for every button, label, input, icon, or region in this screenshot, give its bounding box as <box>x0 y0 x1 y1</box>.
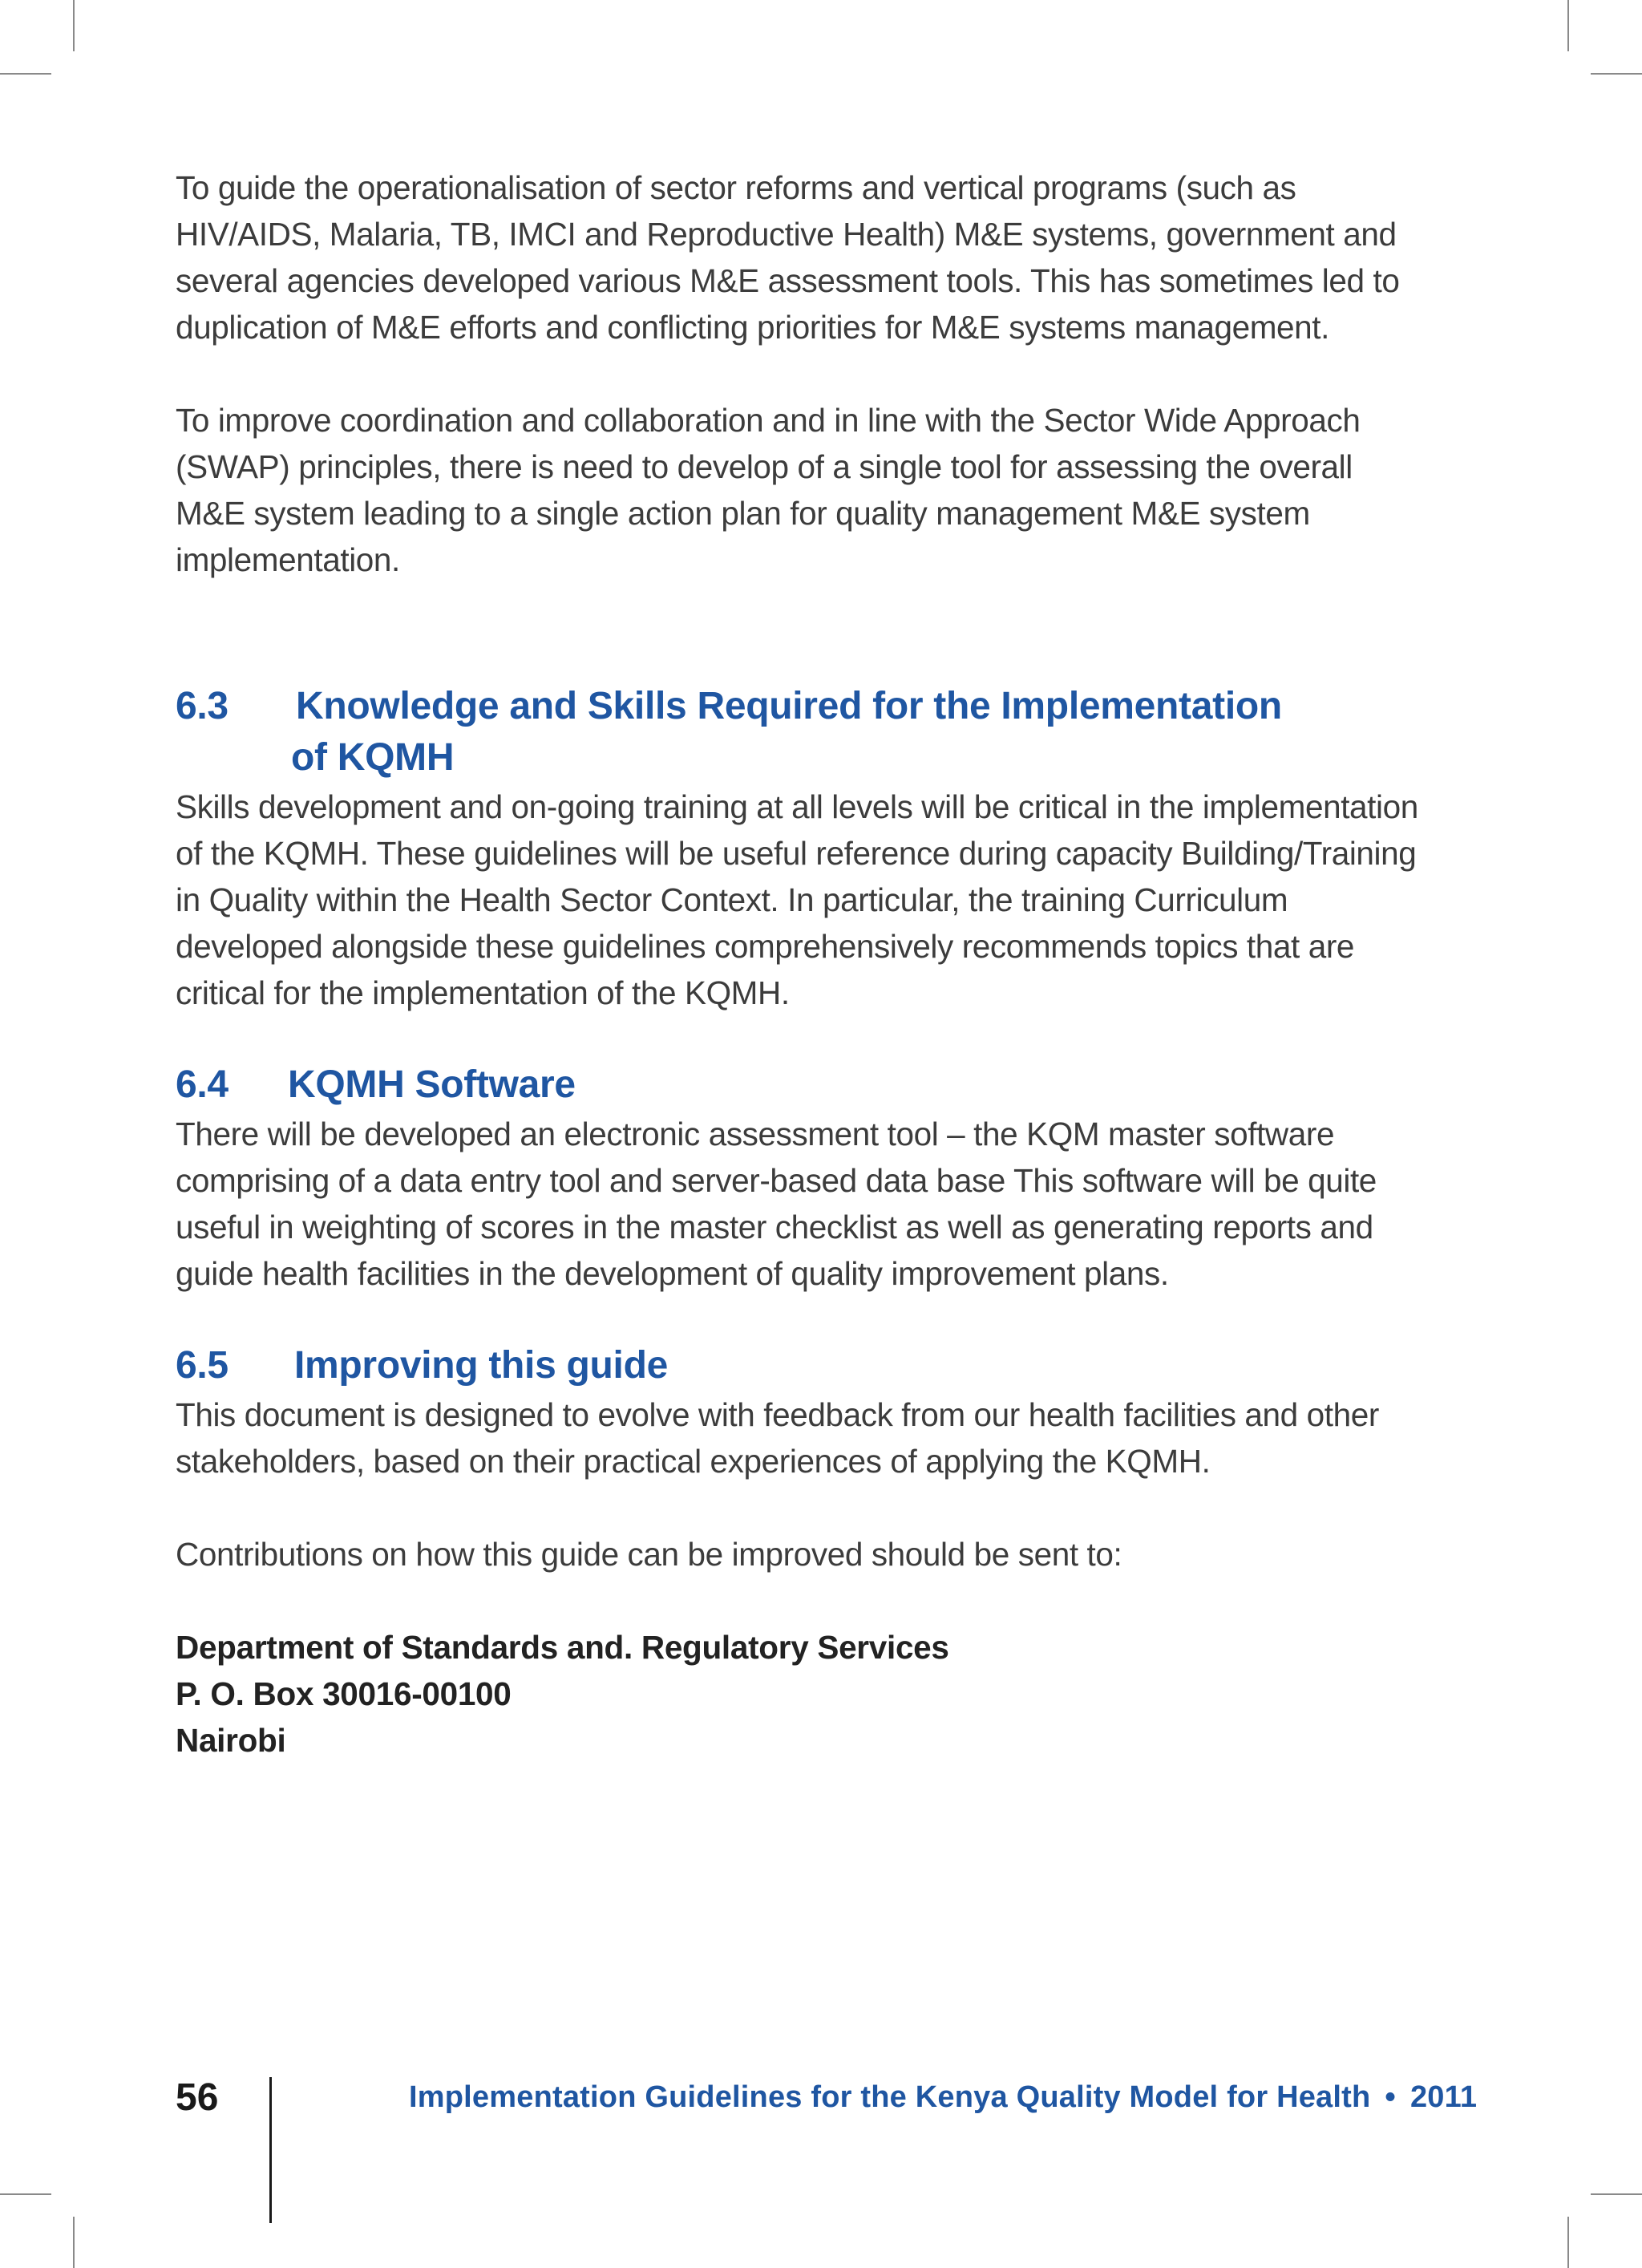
contributions-note: Contributions on how this guide can be improved should be sent to: <box>176 1536 1122 1573</box>
crop-mark <box>73 2217 75 2268</box>
section-heading-6-4 <box>176 1059 1426 1111</box>
crop-mark <box>0 73 51 75</box>
section-title-line1: KQMH Software <box>288 1063 576 1106</box>
address-city: Nairobi <box>176 1722 286 1759</box>
crop-mark <box>1567 0 1569 51</box>
section-title-line2: of KQMH <box>291 736 455 779</box>
intro-paragraph-2: To improve coordination and collaboration and in line with the Sector Wide Approach (SWAP) principles, there is need to develop of a single tool for assessing the overall M&E system leading to a single action plan for quality management M&E system implementation. <box>176 402 1361 578</box>
crop-mark <box>0 2193 51 2195</box>
page-number: 56 <box>176 2076 219 2119</box>
section-body-6-4: There will be developed an electronic assessment tool – the KQM master software comprising of a data entry tool and server-based data base This software will be quite useful in weighting of scores in the master checklist as well as generating reports and guide health facilities in the development of quality improvement plans. <box>176 1116 1377 1292</box>
section-number: 6.4 <box>176 1063 229 1106</box>
crop-mark <box>1591 2193 1642 2195</box>
footer-divider <box>269 2077 272 2223</box>
section-body-6-3: Skills development and on-going training at all levels will be critical in the implementation of the KQMH. These guidelines will be useful reference during capacity Building/Training in Quality within the Health Sector Context. In particular, the training Curriculum developed alongside these guidelines comprehensively recommends topics that are critical for the implementation of the KQMH. <box>176 788 1418 1011</box>
section-number: 6.3 <box>176 685 229 727</box>
publication-title: Implementation Guidelines for the Kenya Quality Model for Health <box>409 2080 1371 2114</box>
section-title-line1: Knowledge and Skills Required for the Implementation <box>296 685 1282 727</box>
address-po-box: P. O. Box 30016-00100 <box>176 1675 512 1712</box>
section-heading-6-3 <box>176 681 1426 784</box>
running-footer <box>409 2077 1477 2117</box>
section-number: 6.5 <box>176 1344 229 1387</box>
section-heading-6-5 <box>176 1340 1426 1391</box>
publication-year: 2011 <box>1409 2080 1478 2114</box>
section-body-6-5: This document is designed to evolve with feedback from our health facilities and other stakeholders, based on their practical experiences of applying the KQMH. <box>176 1396 1379 1480</box>
intro-paragraph-1: To guide the operationalisation of sector reforms and vertical programs (such as HIV/AIDS, Malaria, TB, IMCI and Reproductive Health) M&E systems, government and several agencies developed various M&E assessment tools. This has sometimes led to duplication of M&E efforts and conflicting priorities for M&E systems management. <box>176 169 1400 346</box>
section-title-line1: Improving this guide <box>294 1344 669 1387</box>
crop-mark <box>1591 73 1642 75</box>
page-content <box>176 164 1426 1764</box>
crop-mark <box>1567 2217 1569 2268</box>
crop-mark <box>73 0 75 51</box>
address-department: Department of Standards and. Regulatory Services <box>176 1629 949 1666</box>
bullet-separator: • <box>1385 2080 1396 2114</box>
